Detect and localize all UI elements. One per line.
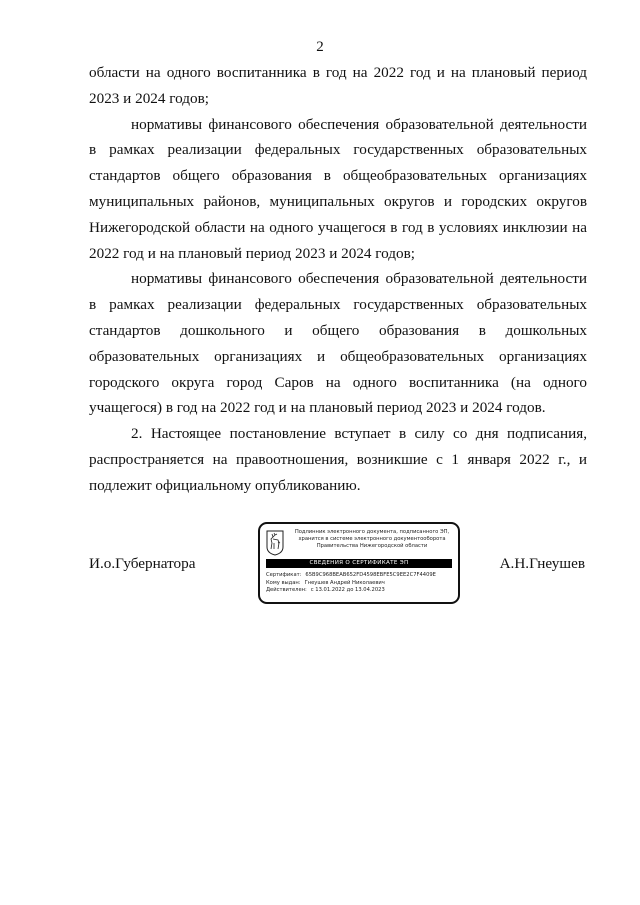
validity-row: [266, 587, 454, 595]
signatory-role: И.о.Губернатора: [89, 555, 196, 572]
certificate-label: Сертификат:: [266, 572, 302, 578]
paragraph-inclusion-norms: нормативы финансового обеспечения образовательной деятельности в рамках реализации федеральных государственных образовательных стандартов общего образования в общеобразовательных организациях муниципальных районов, муниципальных округов и городских округов Нижегородской области на одного учащегося в год в условиях инклюзии на 2022 год и на плановый период 2023 и 2024 годов;: [89, 115, 587, 262]
issued-to-label: Кому выдан:: [266, 579, 301, 586]
electronic-signature-stamp: [258, 522, 460, 604]
stamp-header: [288, 529, 456, 549]
stamp-header-line: хранится в системе электронного документооборота: [298, 535, 446, 542]
certificate-value: 65B9C968BEAB652FD4598EBFE5C9EE2C7F4409E: [305, 572, 436, 578]
document-body: [89, 60, 587, 499]
page-number: 2: [316, 39, 324, 55]
certificate-info-band: СВЕДЕНИЯ О СЕРТИФИКАТЕ ЭП: [266, 559, 452, 568]
validity-label: Действителен:: [266, 587, 307, 594]
stamp-header-line: Подлинник электронного документа, подписанного ЭП,: [294, 529, 450, 535]
certificate-row: [266, 572, 454, 580]
issued-to-value: Гнеушев Андрей Николаевич: [304, 579, 385, 586]
paragraph-continuation: области на одного воспитанника в год на 2022 год и на плановый период 2023 и 2024 годов;: [89, 64, 587, 107]
signatory-name: А.Н.Гнеушев: [499, 555, 585, 572]
validity-value: с 13.01.2022 до 13.04.2023: [310, 587, 385, 594]
stamp-header-line: Правительства Нижегородской области: [316, 542, 428, 549]
paragraph-sarov-norms: нормативы финансового обеспечения образовательной деятельности в рамках реализации федеральных государственных образовательных стандартов дошкольного и общего образования в дошкольных образовательных организациях и общеобразовательных организациях городского округа город Саров на одного воспитанника (на одного учащегося) в год на 2022 год и на плановый период 2023 и 2024 годов.: [89, 270, 587, 417]
certificate-details: [266, 572, 454, 595]
paragraph-effective-date: 2. Настоящее постановление вступает в силу со дня подписания, распространяется на правоотношения, возникшие с 1 января 2022 г., и подлежит официальному опубликованию.: [89, 425, 587, 494]
signature-block: [0, 520, 640, 610]
deer-emblem-icon: [266, 530, 284, 556]
